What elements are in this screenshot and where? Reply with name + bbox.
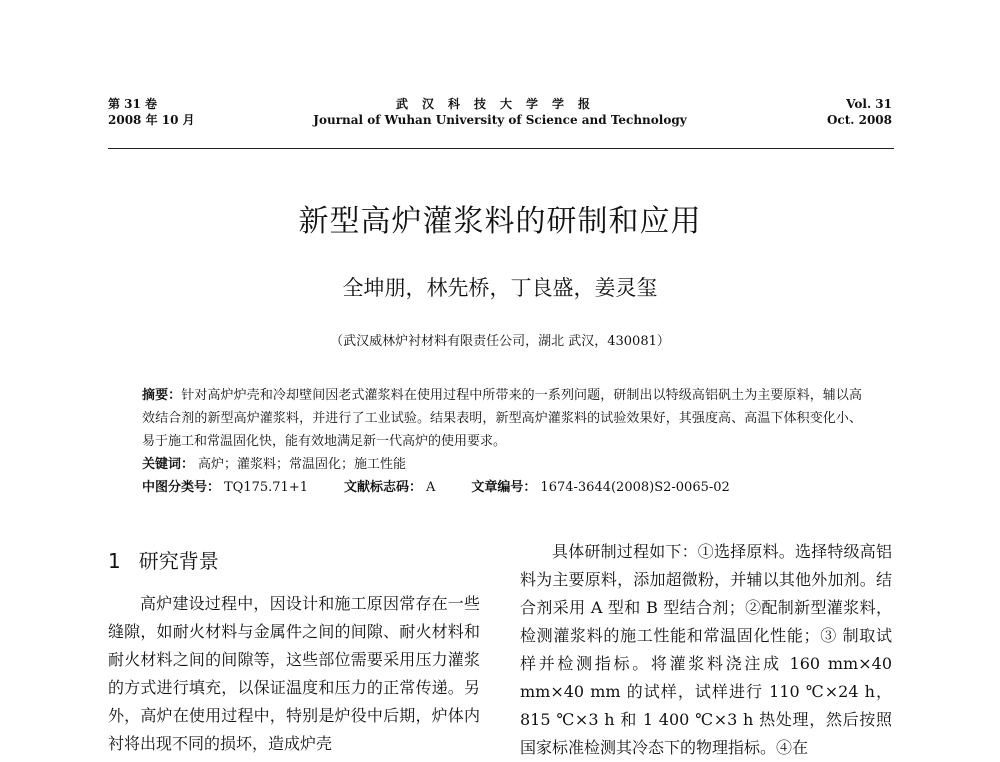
header-date-en: Oct. 2008 [826, 113, 892, 127]
clc-value: TQ175.71+1 [224, 480, 308, 495]
left-column [108, 538, 480, 758]
header-divider [108, 148, 894, 149]
paper-authors: 全坤朋，林先桥，丁良盛，姜灵玺 [342, 276, 658, 300]
article-no-value: 1674-3644(2008)S2-0065-02 [540, 480, 730, 495]
process-paragraph: 具体研制过程如下：①选择原料。选择特级高铝料为主要原料，添加超微粉，并辅以其他外加剂。结合剂采用 A 型和 B 型结合剂；②配制新型灌浆料，检测灌浆料的施工性能和常温固化性能；③ 制取试样并检测指标。将灌浆料浇注成 160 mm×40 mm×40 mm 的试样，试样进行 110 ℃×24 h，815 ℃×3 h 和 1 400 ℃×3 h 热处理，然后按照国家标准检测其冷态下的物理指标。④在 [520, 542, 892, 757]
journal-name-cn: 武汉科技大学学报 [395, 97, 604, 111]
header-volume: 第 31 卷 [108, 97, 158, 111]
header-date-cn: 2008 年 10 月 [108, 113, 195, 127]
keywords-text: 高炉；灌浆料；常温固化；施工性能 [198, 457, 407, 472]
doc-code-label: 文献标志码： [344, 480, 423, 495]
header-journal-info [280, 96, 720, 128]
classification-row [142, 476, 862, 499]
keywords-label: 关键词： [142, 457, 195, 472]
section-paragraph: 高炉建设过程中，因设计和施工原因常存在一些缝隙，如耐火材料与金属件之间的间隙、耐火材料和耐火材料之间的间隙等，这些部位需要采用压力灌浆的方式进行填充，以保证温度和压力的正常传递。另外，高炉在使用过程中，特别是炉役中后期，炉体内衬将出现不同的损坏，造成炉壳 [108, 594, 480, 753]
paper-title: 新型高炉灌浆料的研制和应用 [298, 204, 702, 239]
section-heading [108, 546, 480, 576]
journal-name-en: Journal of Wuhan University of Science and Technology [313, 113, 687, 127]
clc-label: 中图分类号： [142, 480, 221, 495]
right-column [520, 538, 892, 762]
abstract-block [142, 384, 862, 499]
abstract-paragraph [142, 384, 862, 453]
abstract-text: 针对高炉炉壳和冷却壁间因老式灌浆料在使用过程中所带来的一系列问题，研制出以特级高铝矾土为主要原料，辅以高效结合剂的新型高炉灌浆料，并进行了工业试验。结果表明，新型高炉灌浆料的试验效果好，其强度高、高温下体积变化小、易于施工和常温固化快，能有效地满足新一代高炉的使用要求。 [142, 388, 862, 449]
keywords-row [142, 453, 862, 476]
header-vol-en: Vol. 31 [846, 97, 892, 111]
doc-code-value: A [426, 480, 436, 495]
section-title: 研究背景 [138, 549, 219, 573]
header-volume-info [108, 96, 195, 128]
section-number: 1 [108, 549, 121, 573]
paper-affiliation: （武汉威林炉衬材料有限责任公司，湖北 武汉，430081） [330, 334, 670, 349]
article-no-label: 文章编号： [471, 480, 537, 495]
abstract-label: 摘要： [142, 388, 182, 403]
header-volume-info-en [827, 96, 892, 128]
